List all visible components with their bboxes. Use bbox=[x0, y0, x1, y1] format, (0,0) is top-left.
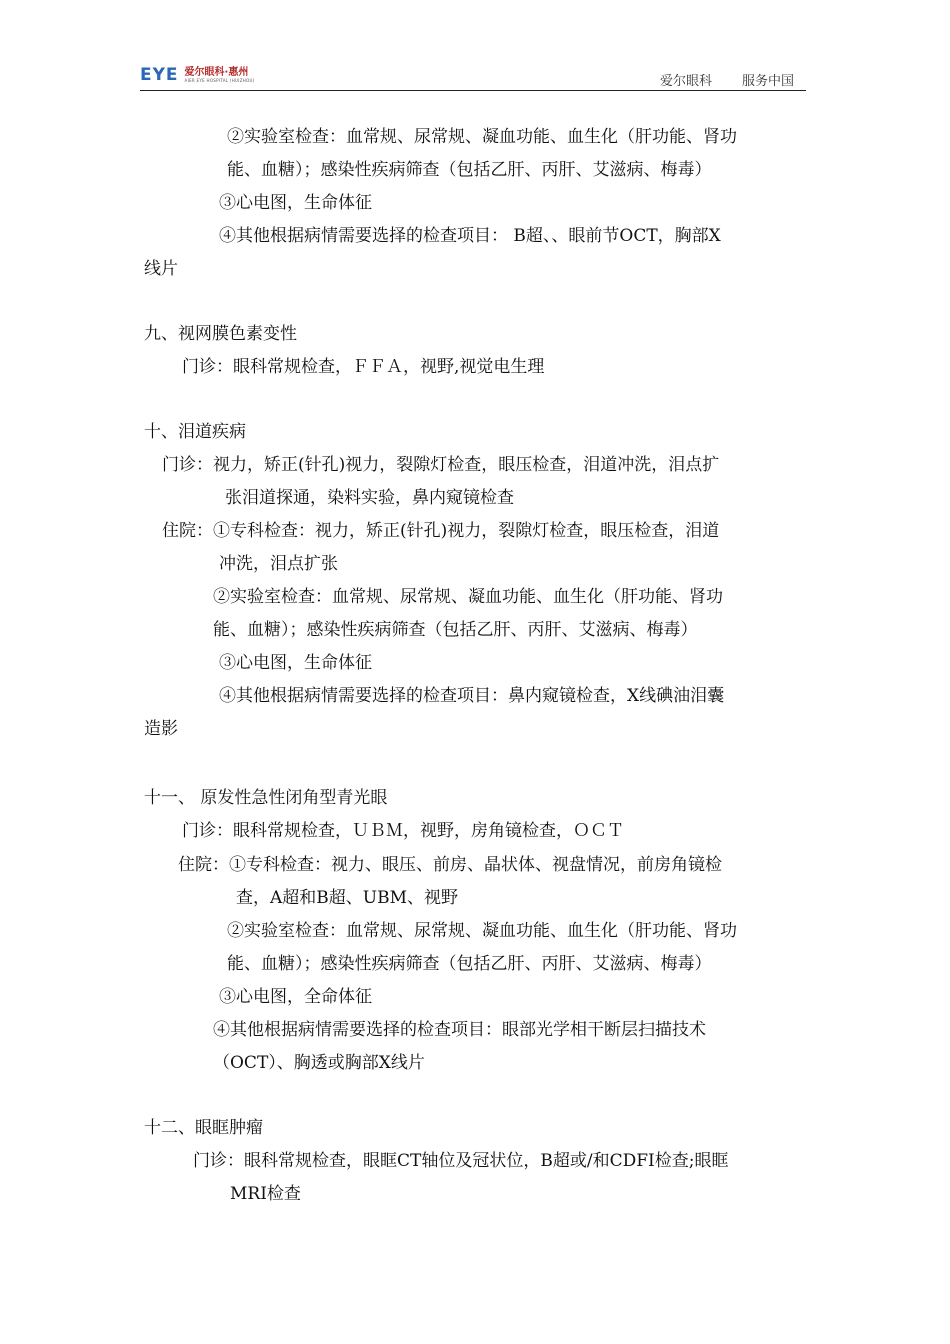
page-header bbox=[140, 60, 806, 91]
text-line: MRI检查 bbox=[230, 1184, 301, 1204]
text-line: 能、血糖）；感染性疾病筛查（包括乙肝、丙肝、艾滋病、梅毒） bbox=[213, 620, 698, 640]
header-brand: 爱尔眼科 bbox=[659, 74, 712, 89]
logo-mark: EYE bbox=[140, 65, 179, 85]
text-line: 线片 bbox=[144, 259, 178, 279]
text-line: 张泪道探通，染料实验，鼻内窥镜检查 bbox=[225, 488, 514, 508]
text-line: 门诊：眼科常规检查，ＦＦＡ，视野,视觉电生理 bbox=[182, 357, 545, 377]
text-line: 能、血糖）；感染性疾病筛查（包括乙肝、丙肝、艾滋病、梅毒） bbox=[227, 954, 712, 974]
section-heading: 九、视网膜色素变性 bbox=[144, 324, 297, 344]
text-line: ②实验室检查：血常规、尿常规、凝血功能、血生化（肝功能、肾功 bbox=[213, 587, 723, 607]
text-line: ②实验室检查：血常规、尿常规、凝血功能、血生化（肝功能、肾功 bbox=[227, 921, 737, 941]
text-line: 造影 bbox=[144, 719, 178, 739]
text-line: ③心电图，生命体征 bbox=[219, 193, 372, 213]
text-line: 能、血糖）；感染性疾病筛查（包括乙肝、丙肝、艾滋病、梅毒） bbox=[227, 160, 712, 180]
text-line: 门诊：眼科常规检查，眼眶CT轴位及冠状位，B超或/和CDFI检查;眼眶 bbox=[193, 1151, 729, 1171]
text-line: 住院：①专科检查：视力、眼压、前房、晶状体、视盘情况，前房角镜检 bbox=[178, 855, 722, 875]
text-line: 门诊：眼科常规检查，ＵＢＭ，视野，房角镜检查，ＯＣＴ bbox=[182, 821, 624, 841]
text-line: ③心电图，全命体征 bbox=[219, 987, 372, 1007]
text-line: 查，A超和B超、UBM、视野 bbox=[236, 888, 458, 908]
header-motto: 服务中国 bbox=[741, 74, 794, 89]
text-line: ③心电图，生命体征 bbox=[219, 653, 372, 673]
logo-text bbox=[185, 67, 255, 84]
text-line: 冲洗，泪点扩张 bbox=[219, 554, 338, 574]
text-line: ②实验室检查：血常规、尿常规、凝血功能、血生化（肝功能、肾功 bbox=[227, 127, 737, 147]
logo-english-name: AIER EYE HOSPITAL (HUIZHOU) bbox=[184, 77, 255, 83]
section-heading: 十、泪道疾病 bbox=[144, 422, 246, 442]
text-line: ④其他根据病情需要选择的检查项目：鼻内窥镜检查，X线碘油泪囊 bbox=[219, 686, 725, 706]
text-line: ④其他根据病情需要选择的检查项目：眼部光学相干断层扫描技术 bbox=[213, 1020, 706, 1040]
section-heading: 十二、眼眶肿瘤 bbox=[144, 1118, 263, 1138]
text-line: ④其他根据病情需要选择的检查项目： B超、、眼前节OCT，胸部X bbox=[219, 226, 721, 246]
hospital-logo bbox=[140, 64, 255, 86]
text-line: 门诊：视力，矫正(针孔)视力，裂隙灯检查，眼压检查，泪道冲洗，泪点扩 bbox=[162, 455, 720, 475]
text-line: （OCT）、胸透或胸部X线片 bbox=[213, 1053, 425, 1073]
section-heading: 十一、 原发性急性闭角型青光眼 bbox=[144, 788, 388, 808]
header-slogan bbox=[660, 70, 794, 89]
logo-chinese-name: 爱尔眼科·惠州 bbox=[184, 66, 249, 78]
text-line: 住院：①专科检查：视力，矫正(针孔)视力，裂隙灯检查，眼压检查，泪道 bbox=[162, 521, 720, 541]
